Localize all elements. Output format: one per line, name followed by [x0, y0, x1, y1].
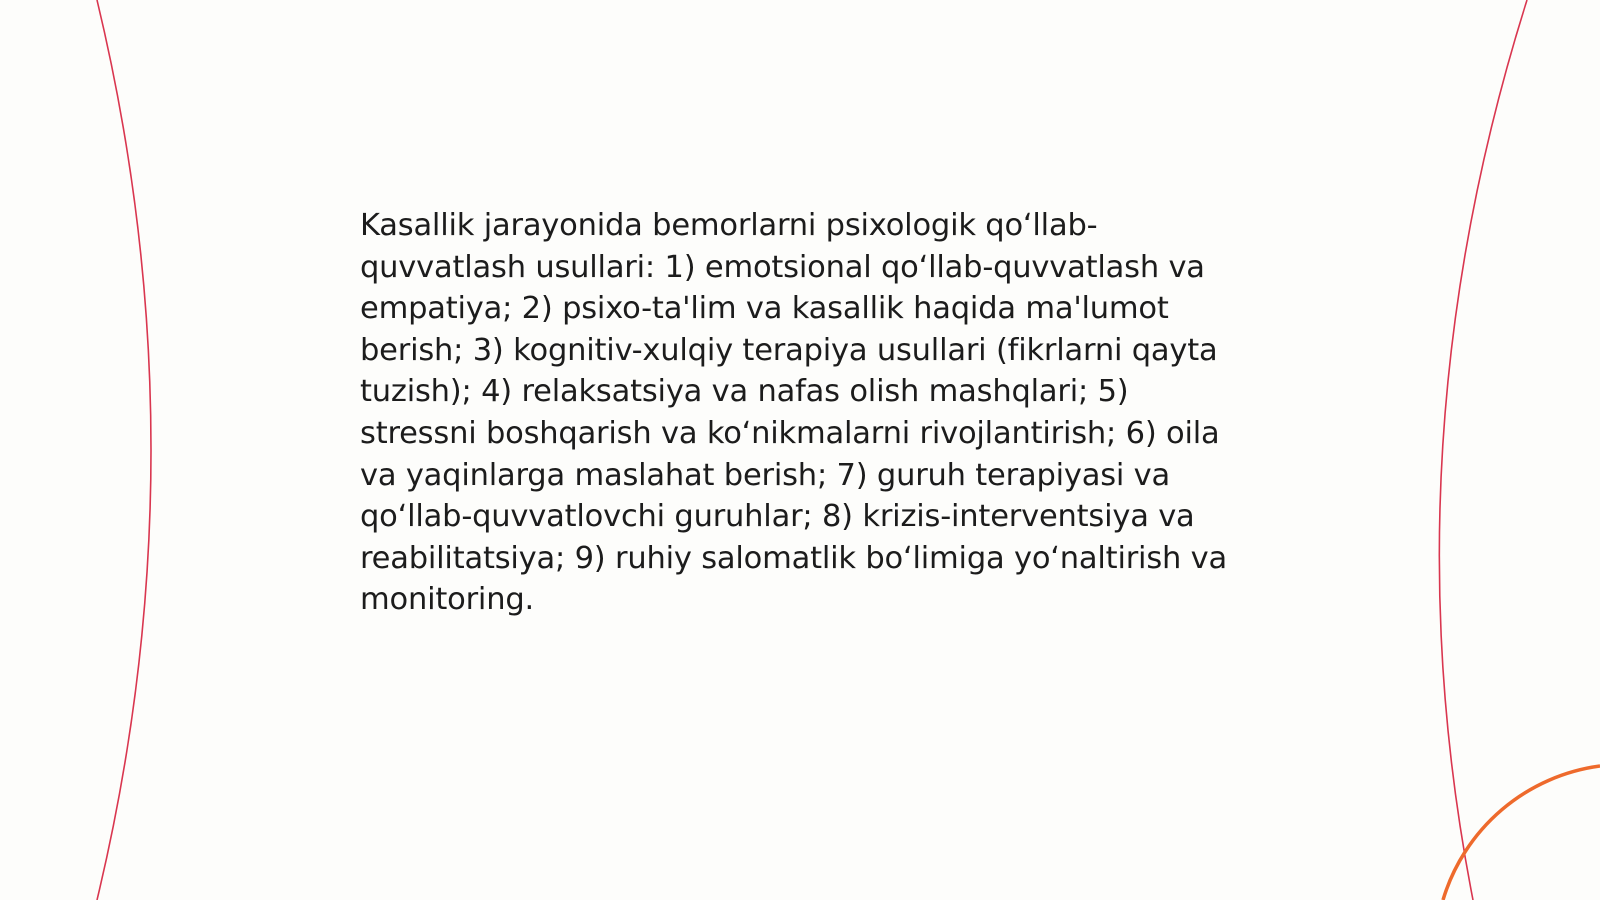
slide-body-text: Kasallik jarayonida bemorlarni psixologik qo‘llab-quvvatlash usullari: 1) emotsional qo‘llab-quvvatlash va empatiya; 2) psixo-ta'lim va kasallik haqida ma'lumot berish; 3) kognitiv-xulqiy terapiya usullari (fikrlarni qayta tuzish); 4) relaksatsiya va nafas olish mashqlari; 5) stressni boshqarish va ko‘nikmalarni rivojlantirish; 6) oila va yaqinlarga maslahat berish; 7) guruh terapiyasi va qo‘llab-quvvatlovchi guruhlar; 8) krizis-interventsiya va reabilitatsiya; 9) ruhiy salomatlik bo‘limiga yo‘naltirish va monitoring. [360, 208, 1227, 618]
orange-accent-arc [1443, 766, 1600, 900]
left-frame-curve [97, 0, 151, 900]
right-frame-curve [1439, 0, 1527, 900]
